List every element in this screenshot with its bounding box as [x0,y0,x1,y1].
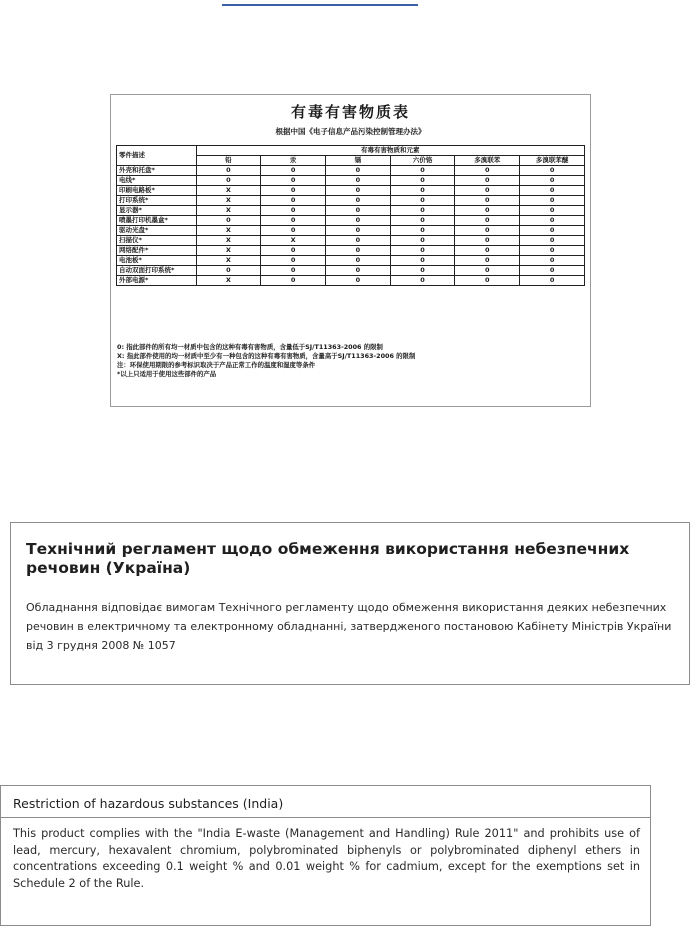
substance-value-cell: 0 [455,226,520,236]
substance-value-cell: 0 [261,266,326,276]
india-paragraph: This product complies with the "India E-waste (Management and Handling) Rule 2011" and prohibits use of lead, mercury, hexavalent chromium, polybrominated biphenyls or polybrominated diphenyl ethers in concentrations exceeding 0.1 weight % and 0.01 weight % for cadmium, except for the exemptions set in Schedule 2 of the Rule. [13,827,640,890]
table-row [117,266,585,276]
substance-value-cell: X [196,256,261,266]
substance-value-cell: 0 [455,176,520,186]
substance-value-cell: 0 [325,266,390,276]
part-name-cell: 网络配件* [117,246,197,256]
substance-value-cell: 0 [390,276,455,286]
substance-value-cell: 0 [261,206,326,216]
part-name-cell: 外部电源* [117,276,197,286]
substance-value-cell: 0 [455,166,520,176]
substance-value-cell: 0 [520,216,585,226]
part-name-cell: 驱动光盘* [117,226,197,236]
substance-value-cell: 0 [455,266,520,276]
substance-value-cell: 0 [520,206,585,216]
substance-value-cell: 0 [196,176,261,186]
substance-value-cell: 0 [455,216,520,226]
india-heading: Restriction of hazardous substances (India) [13,796,284,811]
substance-value-cell: 0 [261,276,326,286]
substance-header: 汞 [261,156,326,166]
china-note-line: X: 指此部件使用的均一材质中至少有一种包含的这种有毒有害物质，含量高于SJ/T11363-2006 的限制 [117,352,416,360]
substance-value-cell: 0 [455,206,520,216]
substance-value-cell: 0 [325,276,390,286]
substances-group-header: 有毒有害物质和元素 [196,146,585,156]
substance-value-cell: 0 [196,216,261,226]
china-note-line: 注：环保使用期限的参考标识取决于产品正常工作的温度和湿度等条件 [117,361,316,369]
india-rohs-section [0,785,651,926]
top-divider-line [222,4,418,6]
substance-value-cell: X [196,276,261,286]
table-row [117,186,585,196]
substance-value-cell: 0 [390,166,455,176]
substance-value-cell: 0 [261,166,326,176]
substance-value-cell: X [196,196,261,206]
part-name-cell: 印刷电路板* [117,186,197,196]
substance-value-cell: 0 [520,256,585,266]
substance-value-cell: 0 [261,216,326,226]
table-row [117,206,585,216]
hazardous-table-body [117,166,585,286]
substance-value-cell: 0 [325,196,390,206]
substance-value-cell: 0 [261,196,326,206]
substance-value-cell: 0 [520,196,585,206]
substance-value-cell: 0 [325,256,390,266]
substance-value-cell: 0 [520,176,585,186]
substance-value-cell: 0 [455,276,520,286]
substance-value-cell: 0 [455,196,520,206]
part-name-cell: 扫描仪* [117,236,197,246]
table-row [117,176,585,186]
substance-value-cell: 0 [520,226,585,236]
substance-value-cell: 0 [261,226,326,236]
table-row [117,166,585,176]
part-name-cell: 电池板* [117,256,197,266]
substance-value-cell: 0 [390,196,455,206]
substance-value-cell: 0 [520,246,585,256]
substance-value-cell: 0 [261,186,326,196]
table-row [117,246,585,256]
substance-value-cell: 0 [325,186,390,196]
part-description-header: 零件描述 [117,146,197,166]
substance-value-cell: 0 [390,266,455,276]
table-row [117,256,585,266]
substance-header: 镉 [325,156,390,166]
substance-value-cell: 0 [455,186,520,196]
substance-header: 铅 [196,156,261,166]
substance-value-cell: X [196,236,261,246]
substance-value-cell: 0 [196,166,261,176]
part-name-cell: 喷墨打印机墨盒* [117,216,197,226]
substance-value-cell: 0 [325,206,390,216]
india-heading-divider [1,817,650,818]
substance-value-cell: X [196,226,261,236]
ukraine-paragraph: Обладнання відповідає вимогам Технічного регламенту щодо обмеження використання деяких небезпечних речовин в електричному та електронному обладнанні, затвердженого постановою Кабінету Міністрів України від 3 грудня 2008 № 1057 [26,601,672,652]
china-table-notes [117,343,582,379]
substance-value-cell: 0 [390,176,455,186]
part-name-cell: 打印系统* [117,196,197,206]
part-name-cell: 自动双面打印系统* [117,266,197,276]
substance-value-cell: 0 [390,186,455,196]
substance-value-cell: 0 [455,256,520,266]
substance-value-cell: 0 [261,246,326,256]
substance-value-cell: 0 [390,246,455,256]
substance-value-cell: 0 [325,246,390,256]
substance-value-cell: 0 [325,216,390,226]
table-row [117,236,585,246]
hazardous-substances-table [116,145,585,286]
china-table-title: 有毒有害物质表 [290,103,410,121]
substance-value-cell: 0 [261,176,326,186]
table-row [117,196,585,206]
substance-value-cell: X [196,186,261,196]
ukraine-heading: Технічний регламент щодо обмеження використання небезпечних речовин (Україна) [26,540,630,577]
substance-value-cell: 0 [520,276,585,286]
substance-value-cell: X [261,236,326,246]
substance-header: 多溴联苯 [455,156,520,166]
substance-value-cell: 0 [390,216,455,226]
substance-value-cell: 0 [390,256,455,266]
part-name-cell: 电线* [117,176,197,186]
table-row [117,216,585,226]
substance-value-cell: 0 [325,176,390,186]
substance-value-cell: X [196,246,261,256]
substance-value-cell: 0 [261,256,326,266]
china-note-line: 0: 指此部件的所有均一材质中包含的这种有毒有害物质，含量低于SJ/T11363-2006 的限制 [117,343,383,351]
table-row [117,226,585,236]
substance-value-cell: 0 [390,236,455,246]
china-table-subtitle: 根据中国《电子信息产品污染控制管理办法》 [275,127,426,136]
substance-value-cell: 0 [390,206,455,216]
substance-value-cell: 0 [520,166,585,176]
substance-header: 六价铬 [390,156,455,166]
part-name-cell: 外壳和托盘* [117,166,197,176]
substance-value-cell: 0 [520,186,585,196]
substance-value-cell: 0 [325,236,390,246]
substance-value-cell: 0 [390,226,455,236]
substance-value-cell: X [196,206,261,216]
substance-value-cell: 0 [520,266,585,276]
substance-value-cell: 0 [196,266,261,276]
substance-value-cell: 0 [455,246,520,256]
china-note-line: *以上只适用于使用这些部件的产品 [117,370,217,378]
part-name-cell: 显示器* [117,206,197,216]
substance-value-cell: 0 [325,166,390,176]
substance-header: 多溴联苯醚 [520,156,585,166]
substance-value-cell: 0 [520,236,585,246]
china-rohs-section [110,94,591,407]
substance-value-cell: 0 [325,226,390,236]
table-row [117,276,585,286]
ukraine-rohs-section [10,522,690,685]
substance-value-cell: 0 [455,236,520,246]
